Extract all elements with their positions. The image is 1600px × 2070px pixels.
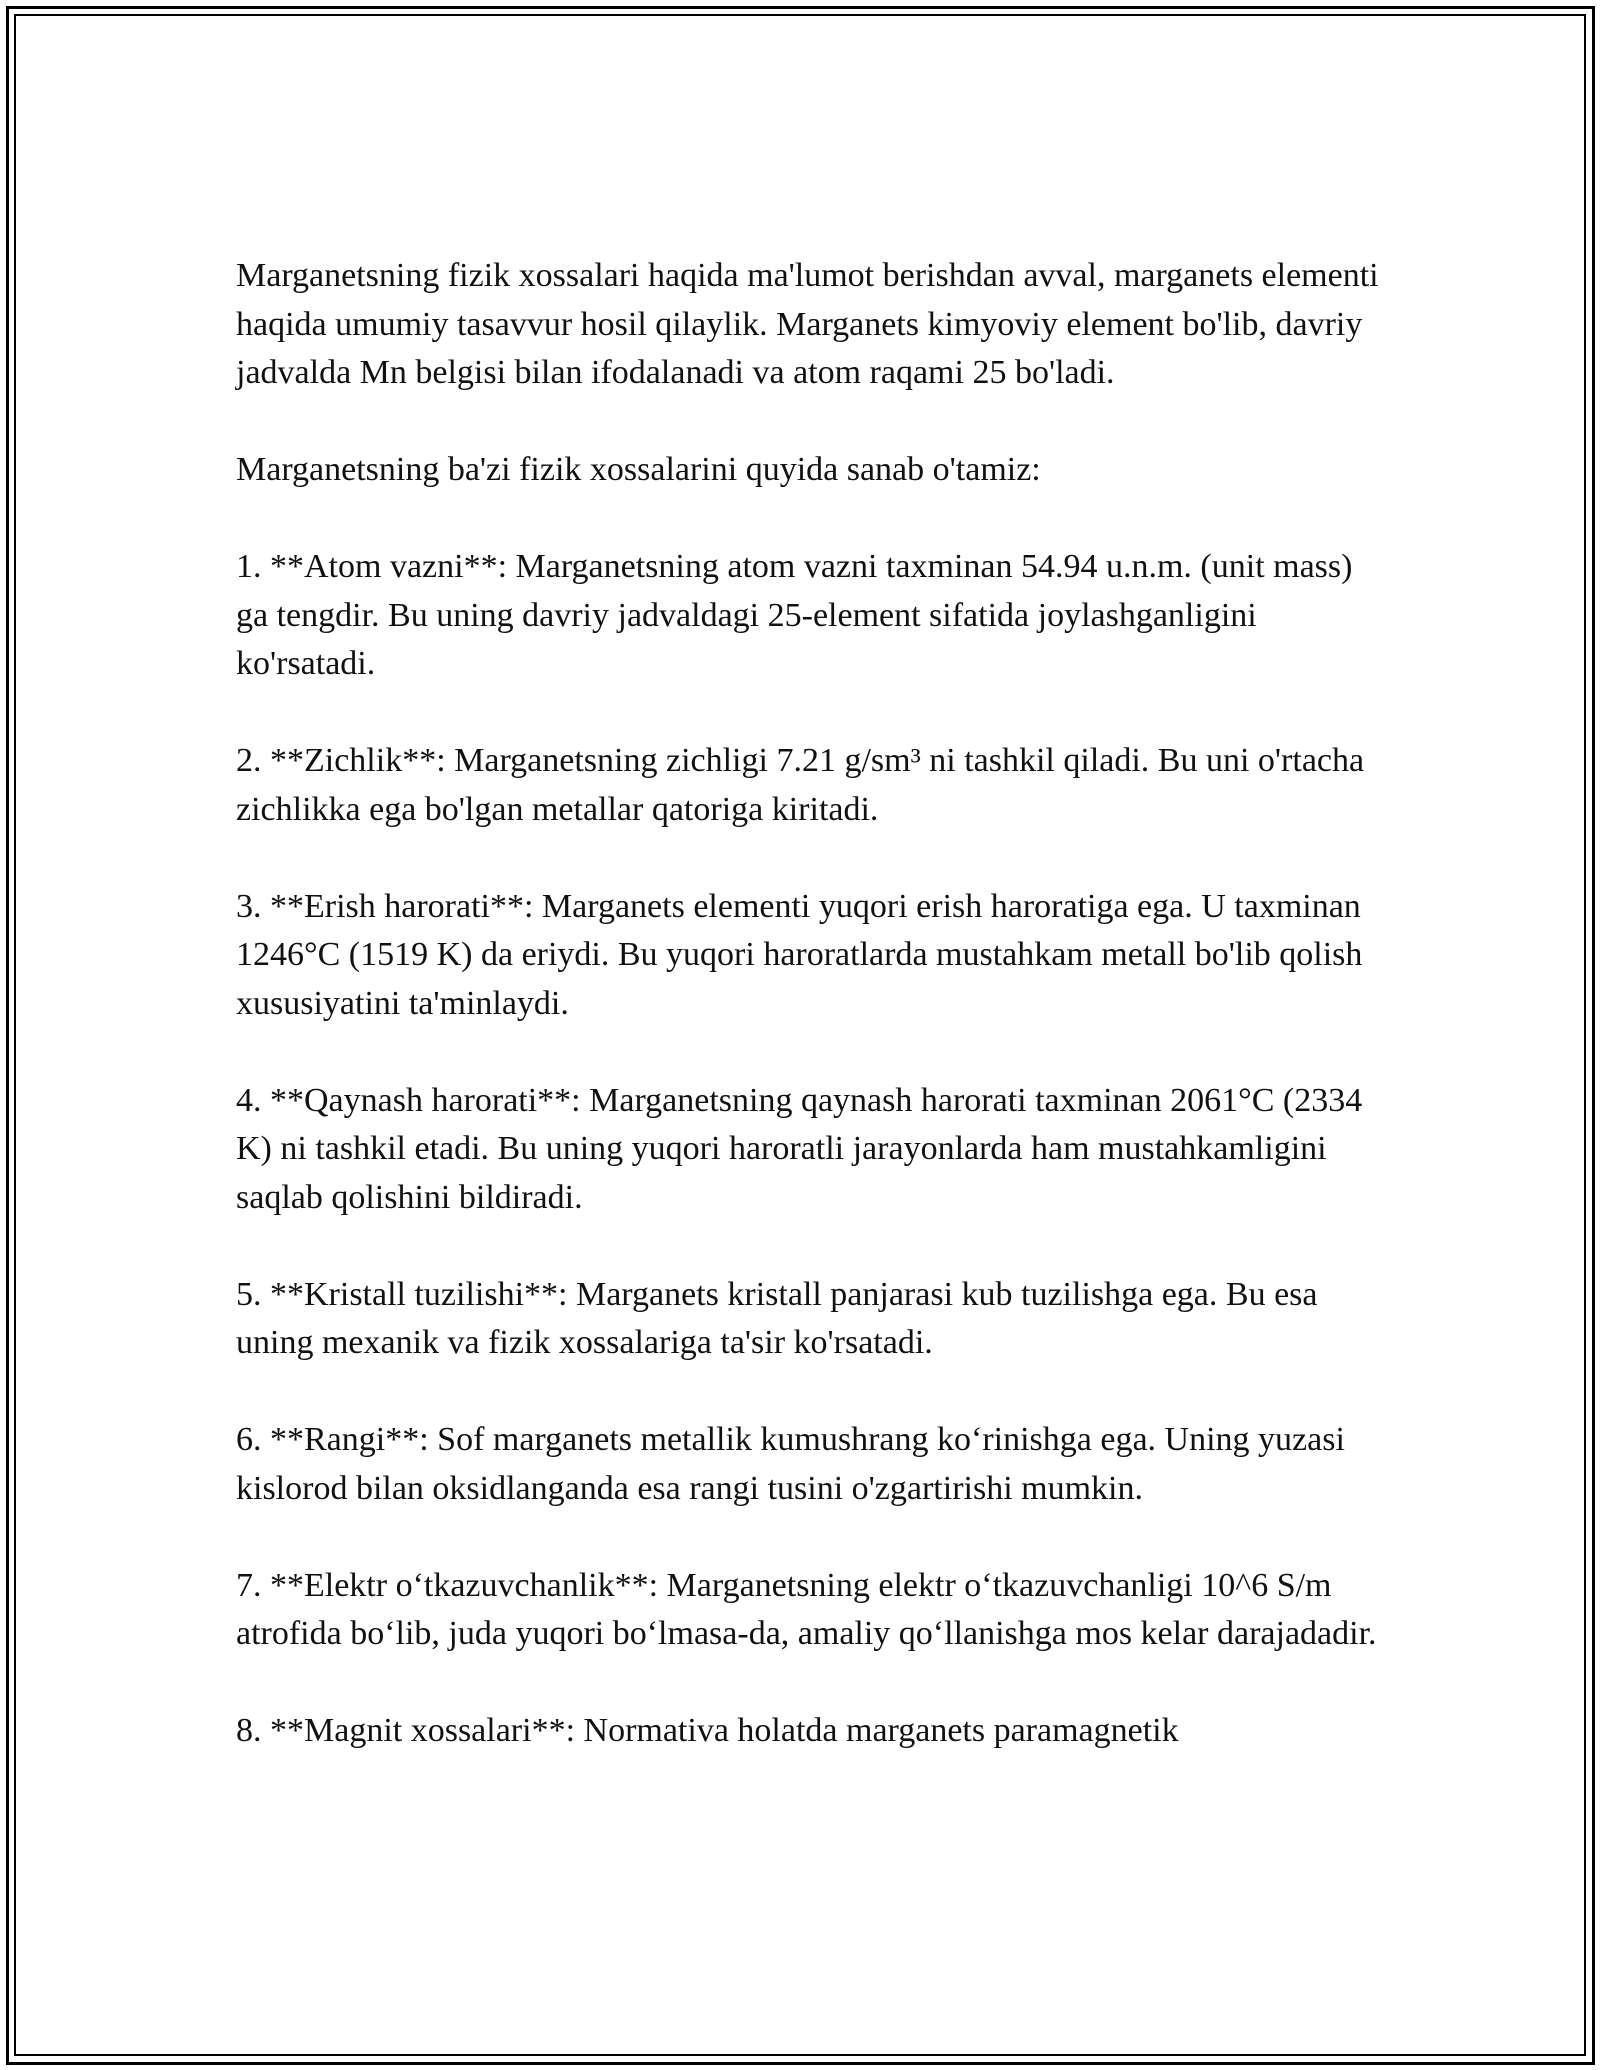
list-item: 3. **Erish harorati**: Marganets elementi yuqori erish haroratiga ega. U taxminan 1246°C (1519 K) da eriydi. Bu yuqori haroratlarda mustahkam metall bo'lib qolish xususiyatini ta'minlaydi. <box>236 887 1363 1022</box>
list-item: 8. **Magnit xossalari**: Normativa holatda marganets paramagnetik <box>236 1712 1179 1749</box>
list-item: 6. **Rangi**: Sof marganets metallik kumushrang ko‘rinishga ega. Uning yuzasi kislorod bilan oksidlanganda esa rangi tusini o'zgartirishi mumkin. <box>236 1421 1345 1507</box>
intro-paragraph: Marganetsning fizik xossalari haqida ma'lumot berishdan avval, marganets elementi haqida umumiy tasavvur hosil qilaylik. Marganets kimyoviy element bo'lib, davriy jadvalda Mn belgisi bilan ifodalanadi va atom raqami 25 bo'ladi. <box>236 257 1379 391</box>
list-item: 5. **Kristall tuzilishi**: Marganets kristall panjarasi kub tuzilishga ega. Bu esa uning mexanik va fizik xossalariga ta'sir ko'rsatadi. <box>236 1275 1318 1361</box>
list-item: 4. **Qaynash harorati**: Marganetsning qaynash harorati taxminan 2061°C (2334 K) ni tashkil etadi. Bu uning yuqori haroratli jarayonlarda ham mustahkamligini saqlab qolishini bildiradi. <box>236 1081 1363 1216</box>
list-item: 2. **Zichlik**: Marganetsning zichligi 7.21 g/sm³ ni tashkil qiladi. Bu uni o'rtacha zichlikka ega bo'lgan metallar qatoriga kiritadi. <box>236 742 1365 828</box>
list-item: 7. **Elektr o‘tkazuvchanlik**: Marganetsning elektr o‘tkazuvchanligi 10^6 S/m atrofida bo‘lib, juda yuqori bo‘lmasa-da, amaliy qo‘llanishga mos kelar darajadadir. <box>236 1566 1377 1652</box>
list-item: 1. **Atom vazni**: Marganetsning atom vazni taxminan 54.94 u.n.m. (unit mass) ga tengdir. Bu uning davriy jadvaldagi 25-element sifatida joylashganligini ko'rsatadi. <box>236 548 1353 682</box>
document-body <box>236 252 1386 1756</box>
lead-paragraph: Marganetsning ba'zi fizik xossalarini quyida sanab o'tamiz: <box>236 451 1041 488</box>
